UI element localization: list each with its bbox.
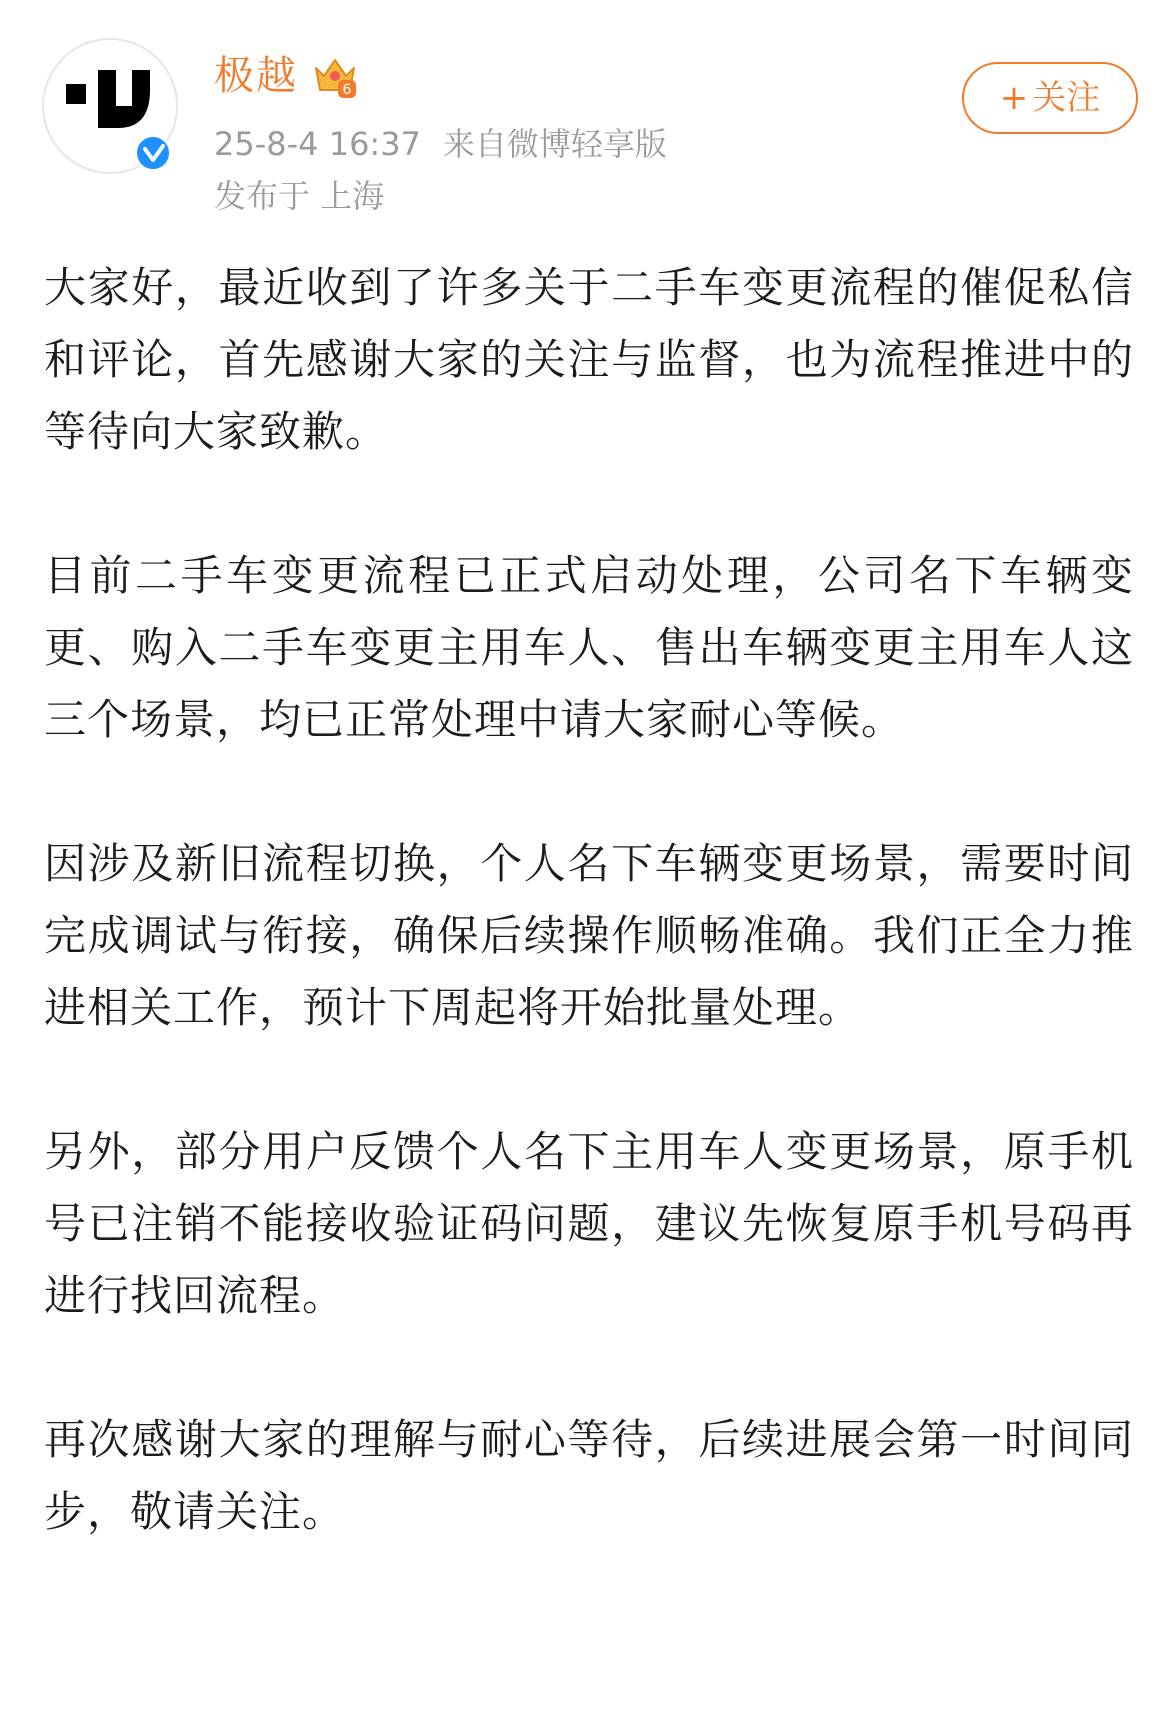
post-datetime: 25-8-4 16:37 — [214, 125, 421, 163]
post-paragraph: 因涉及新旧流程切换，个人名下车辆变更场景，需要时间完成调试与衔接，确保后续操作顺畅准确。我们正全力推进相关工作，预计下周起将开始批量处理。 — [44, 839, 1134, 1032]
post-body — [44, 252, 1134, 1620]
post-paragraph: 另外，部分用户反馈个人名下主用车人变更场景，原手机号已注销不能接收验证码问题，建议先恢复原手机号码再进行找回流程。 — [44, 1127, 1134, 1320]
post-paragraph: 目前二手车变更流程已正式启动处理，公司名下车辆变更、购入二手车变更主用车人、售出车辆变更主用车人这三个场景，均已正常处理中请大家耐心等候。 — [44, 551, 1134, 744]
plus-icon: + — [999, 78, 1029, 118]
follow-label: 关注 — [1032, 78, 1101, 118]
post-location: 发布于 上海 — [214, 177, 385, 215]
jiyue-logo-icon — [66, 70, 156, 142]
post-paragraph: 大家好，最近收到了许多关于二手车变更流程的催促私信和评论，首先感谢大家的关注与监督，也为流程推进中的等待向大家致歉。 — [44, 263, 1134, 456]
author-name[interactable]: 极越 — [214, 53, 298, 99]
post-meta — [214, 122, 667, 166]
vip-level-text: 6 — [342, 82, 352, 98]
vip-crown-badge-icon[interactable] — [312, 54, 358, 100]
follow-button[interactable] — [962, 62, 1138, 134]
post-header — [0, 0, 1170, 230]
verified-check-icon — [134, 134, 172, 172]
post-paragraph: 再次感谢大家的理解与耐心等待，后续进展会第一时间同步，敬请关注。 — [44, 1415, 1134, 1536]
post-source[interactable]: 来自微博轻享版 — [442, 125, 667, 163]
